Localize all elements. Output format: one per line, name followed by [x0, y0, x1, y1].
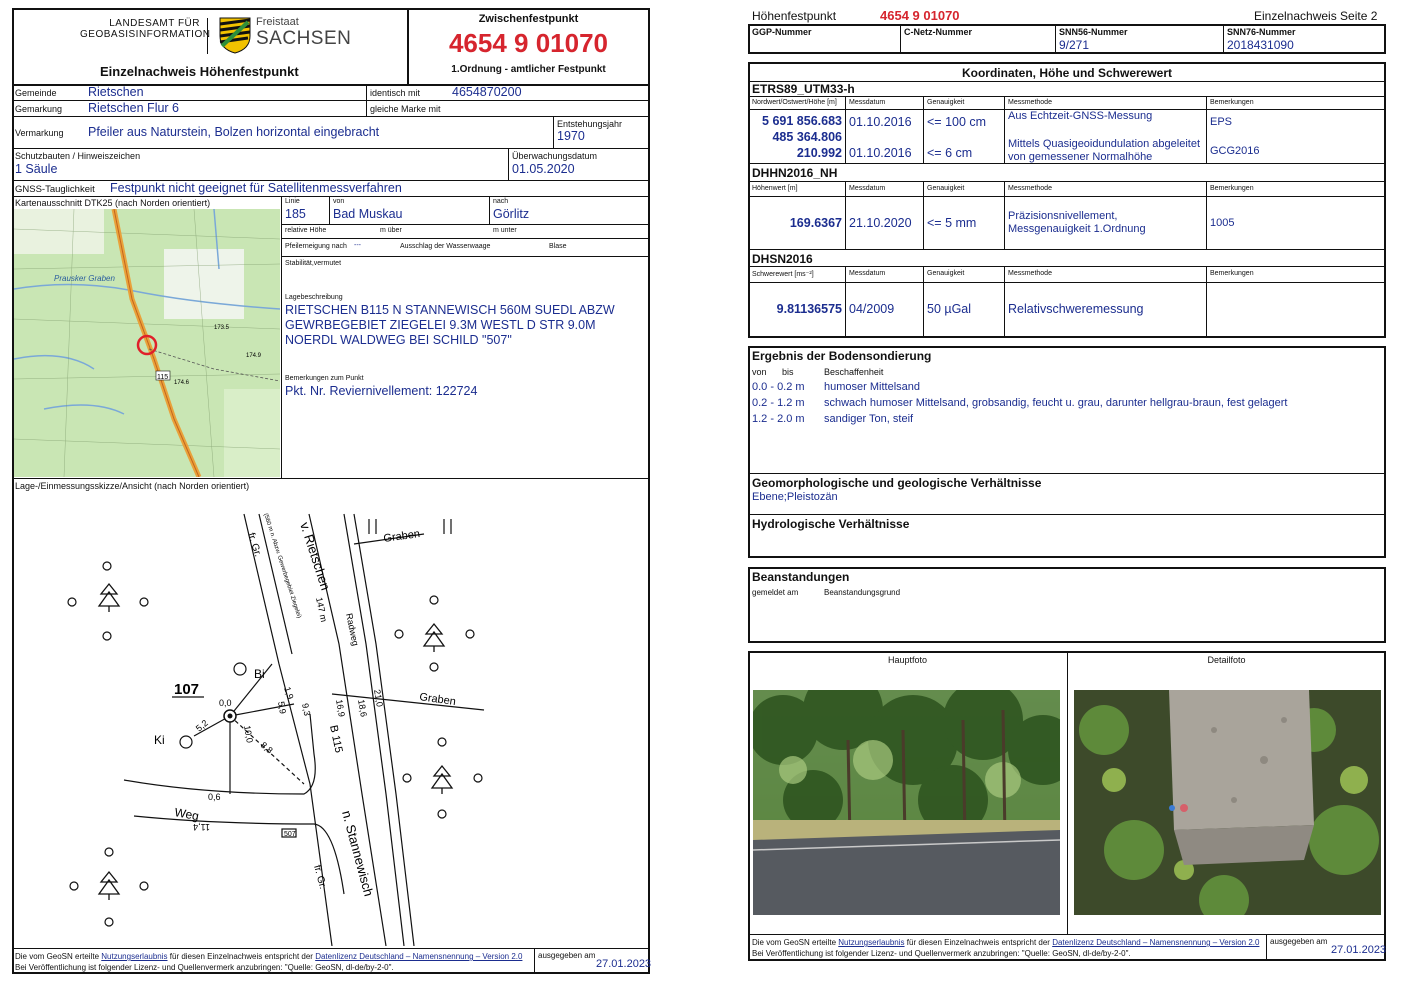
- rel-hoehe-label: relative Höhe: [285, 227, 327, 234]
- right-title: Höhenfestpunkt: [752, 9, 837, 23]
- col-nord: Nordwert/Ostwert/Höhe [m]: [752, 99, 837, 106]
- etrs-methode-1: Aus Echtzeit-GNSS-Messung: [1008, 110, 1153, 122]
- right-page-label: Einzelnachweis Seite 2: [1254, 9, 1378, 23]
- doc-title: Einzelnachweis Höhenfestpunkt: [100, 64, 299, 79]
- col-hoehe: Höhenwert [m]: [752, 185, 798, 192]
- etrs-title: ETRS89_UTM33-h: [752, 82, 855, 96]
- coords-box: [748, 62, 1386, 338]
- boden-row-2-desc: schwach humoser Mittelsand, grobsandig, feucht u. grau, darunter hellgrau-braun, fest gelagert: [824, 397, 1288, 409]
- col-datum-1: Messdatum: [849, 99, 886, 106]
- dhhn-methode-1: Präzisionsnivellement,: [1008, 210, 1118, 222]
- state-line2: SACHSEN: [256, 28, 352, 49]
- gemarkung-label: Gemarkung: [15, 104, 63, 114]
- etrs-datum-2: 01.10.2016: [849, 146, 912, 160]
- saxony-coat-of-arms-icon: [218, 16, 252, 54]
- dhsn-genau: 50 µGal: [927, 302, 972, 316]
- sketch-m-186: 18,6: [356, 698, 369, 718]
- pfeiler-label: Pfeilerneigung nach: [285, 243, 347, 250]
- geo-title: Geomorphologische und geologische Verhältnisse: [752, 476, 1042, 490]
- lage-label: Lagebeschreibung: [285, 294, 343, 301]
- gnss-label: GNSS-Tauglichkeit: [15, 184, 95, 195]
- dhhn-genau: <= 5 mm: [927, 216, 977, 230]
- dhhn-bem: 1005: [1210, 217, 1235, 229]
- sketch-m-114: 11,4: [193, 822, 210, 832]
- sketch-fr-gr: fr. Gr.: [245, 531, 264, 559]
- sketch-m-52: 5,2: [193, 717, 210, 734]
- dhsn-title: DHSN2016: [752, 252, 813, 266]
- lage-line1: RIETSCHEN B115 N STANNEWISCH 560M SUEDL ABZW: [285, 303, 615, 317]
- left-issued-date: 27.01.2023: [596, 958, 652, 970]
- von-label: von: [333, 198, 345, 205]
- etrs-hoehe: 210.992: [796, 146, 842, 160]
- sketch-m-00: 0,0: [219, 698, 232, 708]
- left-footer-text1a: Die vom GeoSN erteilte: [15, 952, 100, 961]
- gnss-value: Festpunkt nicht geeignet für Satellitenmessverfahren: [110, 181, 402, 195]
- blase-label: Blase: [549, 243, 567, 250]
- dhhn-datum: 21.10.2020: [849, 216, 912, 230]
- coords-title: Koordinaten, Höhe und Schwerewert: [961, 66, 1173, 80]
- pfeiler-value: ---: [354, 242, 361, 249]
- dhsn-datum: 04/2009: [849, 302, 895, 316]
- snn56-label: SNN56-Nummer: [1059, 27, 1128, 37]
- right-footer-line2: Bei Veröffentlichung ist folgender Lizenz- und Quellenvermerk anzubringen: "Quelle: GeoSN, dl-de/by-2-0".: [752, 949, 1131, 958]
- etrs-genau-1: <= 100 cm: [927, 115, 987, 129]
- boden-row-3-desc: sandiger Ton, steif: [824, 413, 914, 425]
- right-nutzungserlaubnis-link[interactable]: Nutzungserlaubnis: [838, 938, 905, 947]
- etrs-methode-2b: von gemessener Normalhöhe: [1008, 151, 1153, 163]
- boden-col-von: von: [752, 367, 767, 377]
- schutz-label: Schutzbauten / Hinweiszeichen: [15, 151, 141, 161]
- ueberwachung-label: Überwachungsdatum: [512, 151, 598, 161]
- vermarkung-label: Vermarkung: [15, 128, 64, 138]
- etrs-ost: 485 364.806: [772, 130, 842, 144]
- von-value: Bad Muskau: [333, 207, 403, 221]
- vermarkung-value: Pfeiler aus Naturstein, Bolzen horizontal eingebracht: [88, 125, 380, 139]
- linie-label: Linie: [285, 198, 300, 205]
- map-height-2: 173.5: [214, 325, 230, 331]
- col-datum-3: Messdatum: [849, 270, 886, 277]
- agency-line2: GEOBASISINFORMATION: [80, 29, 211, 40]
- bemerk-value: Pkt. Nr. Reviernivellement: 122724: [285, 384, 478, 398]
- gemeldet-label: gemeldet am: [752, 588, 799, 597]
- right-datenlizenz-link[interactable]: Datenlizenz Deutschland – Namensnennung – Version 2.0: [1052, 938, 1260, 947]
- ausschlag-label: Ausschlag der Wasserwaage: [400, 243, 491, 250]
- ueberwachung-value: 01.05.2020: [512, 162, 575, 176]
- point-number: 4654 9 01070: [448, 28, 609, 58]
- sketch-fr-gr-bottom: fr. Gr.: [311, 863, 329, 891]
- col-genau-3: Genauigkeit: [927, 270, 965, 277]
- gemeinde-value: Rietschen: [88, 85, 144, 99]
- etrs-datum-1: 01.10.2016: [849, 115, 912, 129]
- m-unter-label: m unter: [493, 227, 517, 234]
- snn76-value: 2018431090: [1227, 38, 1294, 52]
- stabil-label: Stabilität,vermutet: [285, 260, 342, 267]
- sketch-side-text: (560 m n. Abzw. Gewerbegebiet Ziegelei): [262, 512, 302, 619]
- etrs-bem-1: EPS: [1210, 116, 1233, 128]
- left-nutzungserlaubnis-link[interactable]: Nutzungserlaubnis: [101, 952, 168, 961]
- sketch-ki: Ki: [154, 733, 165, 747]
- sketch-point-number: 107: [174, 681, 200, 698]
- sketch-m-59: 5,9: [276, 700, 289, 715]
- gemarkung-value: Rietschen Flur 6: [88, 101, 180, 115]
- right-footer-text1b: für diesen Einzelnachweis entspricht der: [906, 938, 1050, 947]
- schutz-value: 1 Säule: [15, 162, 58, 176]
- snn56-value: 9/271: [1059, 38, 1090, 52]
- logo-divider: [207, 18, 208, 54]
- sketch-m-100: 10,0: [242, 724, 255, 744]
- dhsn-methode: Relativschweremessung: [1008, 302, 1144, 316]
- skizze-label: Lage-/Einmessungsskizze/Ansicht (nach Norden orientiert): [15, 481, 250, 491]
- right-issued-label: ausgegeben am: [1270, 937, 1328, 946]
- lage-line2: GEWRBEGEBIET ZIEGELEI 9.3M WESTL D STR 9.0M: [285, 318, 596, 332]
- hydro-title: Hydrologische Verhältnisse: [752, 517, 910, 531]
- right-footer-line1: [752, 938, 1259, 947]
- col-bemerk-1: Bemerkungen: [1210, 99, 1254, 106]
- karte-label: Kartenausschnitt DTK25 (nach Norden orientiert): [15, 198, 211, 208]
- sketch-m-210: 21,0: [372, 688, 385, 708]
- location-sketch: [14, 494, 648, 946]
- left-datenlizenz-link[interactable]: Datenlizenz Deutschland – Namensnennung – Version 2.0: [315, 952, 523, 961]
- entstehung-value: 1970: [557, 129, 585, 143]
- dhhn-methode-2: Messgenauigkeit 1.Ordnung: [1008, 223, 1146, 235]
- sketch-m-88: 8,8: [258, 739, 275, 756]
- order-text: 1.Ordnung - amtlicher Festpunkt: [451, 64, 606, 75]
- sketch-dist-147: 147 m: [314, 596, 330, 623]
- sketch-m-06: 0,6: [208, 792, 221, 802]
- col-methode-1: Messmethode: [1008, 99, 1052, 106]
- boden-row-1-range: 0.0 - 0.2 m: [752, 381, 805, 393]
- boden-row-1-desc: humoser Mittelsand: [824, 381, 920, 393]
- gemeinde-label: Gemeinde: [15, 88, 57, 98]
- sketch-sign: 507: [284, 831, 296, 838]
- map-graben-label: Prausker Graben: [54, 274, 115, 283]
- sketch-m-169: 16,9: [334, 698, 347, 718]
- dhhn-hoehe: 169.6367: [789, 216, 842, 230]
- dhhn-title: DHHN2016_NH: [752, 166, 838, 180]
- haupt-label: Hauptfoto: [887, 655, 928, 665]
- sketch-m-93: 9,3: [300, 702, 313, 717]
- sketch-graben-top: Graben: [382, 527, 421, 545]
- sketch-graben-mid: Graben: [418, 691, 457, 709]
- etrs-methode-2a: Mittels Quasigeoidundulation abgeleitet: [1008, 138, 1201, 150]
- m-ueber-label: m über: [380, 227, 402, 234]
- identisch-label: identisch mit: [370, 88, 421, 98]
- main-photo: [753, 690, 1060, 915]
- entstehung-label: Entstehungsjahr: [557, 119, 623, 129]
- left-footer-line1: [15, 952, 522, 961]
- etrs-bem-2: GCG2016: [1210, 145, 1260, 157]
- col-methode-3: Messmethode: [1008, 270, 1052, 277]
- snn76-label: SNN76-Nummer: [1227, 27, 1296, 37]
- boden-title: Ergebnis der Bodensondierung: [752, 349, 932, 363]
- geo-value: Ebene;Pleistozän: [752, 491, 838, 503]
- detail-label: Detailfoto: [1207, 655, 1246, 665]
- boden-row-2-range: 0.2 - 1.2 m: [752, 397, 805, 409]
- tree-icon: [99, 584, 452, 900]
- col-bemerk-3: Bemerkungen: [1210, 270, 1254, 277]
- state-line1: Freistaat: [256, 16, 299, 28]
- map-height-3: 174.6: [174, 380, 190, 386]
- sketch-road-top: v. Rietschen: [297, 520, 334, 593]
- nach-label: nach: [493, 198, 509, 205]
- left-footer-line2: Bei Veröffentlichung ist folgender Lizenz- und Quellenvermerk anzubringen: "Quelle: GeoSN, dl-de/by-2-0".: [15, 963, 394, 972]
- col-schwere: Schwerewert [ms⁻²]: [752, 271, 814, 278]
- sketch-bi: Bi: [254, 667, 265, 681]
- topographic-map: [14, 209, 280, 477]
- point-type: Zwischenfestpunkt: [478, 13, 579, 25]
- map-height-1: 174.9: [246, 353, 262, 359]
- state-logo: [256, 16, 351, 50]
- agency-logo: [80, 18, 211, 40]
- boden-col-bis: bis: [782, 367, 794, 377]
- dhsn-wert: 9.81136575: [776, 302, 842, 316]
- map-road-label: 115: [157, 374, 169, 381]
- identisch-value: 4654870200: [452, 85, 522, 99]
- sketch-radweg: Radweg: [344, 612, 361, 647]
- grund-label: Beanstandungsgrund: [824, 588, 901, 597]
- sketch-m-19: 1,9: [282, 685, 296, 701]
- right-issued-date: 27.01.2023: [1331, 944, 1387, 956]
- col-genau-2: Genauigkeit: [927, 185, 965, 192]
- right-footer-text1a: Die vom GeoSN erteilte: [752, 938, 837, 947]
- col-bemerk-2: Bemerkungen: [1210, 185, 1254, 192]
- agency-line1: LANDESAMT FÜR: [109, 18, 200, 29]
- linie-value: 185: [285, 207, 306, 221]
- detail-photo: [1074, 690, 1381, 915]
- cnetz-label: C-Netz-Nummer: [904, 27, 973, 37]
- col-genau-1: Genauigkeit: [927, 99, 965, 106]
- etrs-genau-2: <= 6 cm: [927, 146, 973, 160]
- etrs-nord: 5 691 856.683: [762, 114, 842, 128]
- sketch-b115: B 115: [327, 724, 345, 754]
- right-point-number: 4654 9 01070: [880, 8, 960, 23]
- sketch-road-bottom: n. Stannewisch: [339, 808, 377, 898]
- sketch-weg: Weg: [173, 805, 201, 824]
- ggp-label: GGP-Nummer: [752, 27, 812, 37]
- left-footer-text1b: für diesen Einzelnachweis entspricht der: [169, 952, 313, 961]
- gleiche-marke-label: gleiche Marke mit: [370, 104, 441, 114]
- bemerk-label: Bemerkungen zum Punkt: [285, 375, 364, 382]
- col-datum-2: Messdatum: [849, 185, 886, 192]
- lage-line3: NOERDL WALDWEG BEI SCHILD "507": [285, 333, 512, 347]
- nach-value: Görlitz: [493, 207, 530, 221]
- beanstand-title: Beanstandungen: [752, 570, 850, 584]
- col-methode-2: Messmethode: [1008, 185, 1052, 192]
- boden-col-beschaff: Beschaffenheit: [824, 367, 884, 377]
- left-issued-label: ausgegeben am: [538, 951, 596, 960]
- boden-row-3-range: 1.2 - 2.0 m: [752, 413, 805, 425]
